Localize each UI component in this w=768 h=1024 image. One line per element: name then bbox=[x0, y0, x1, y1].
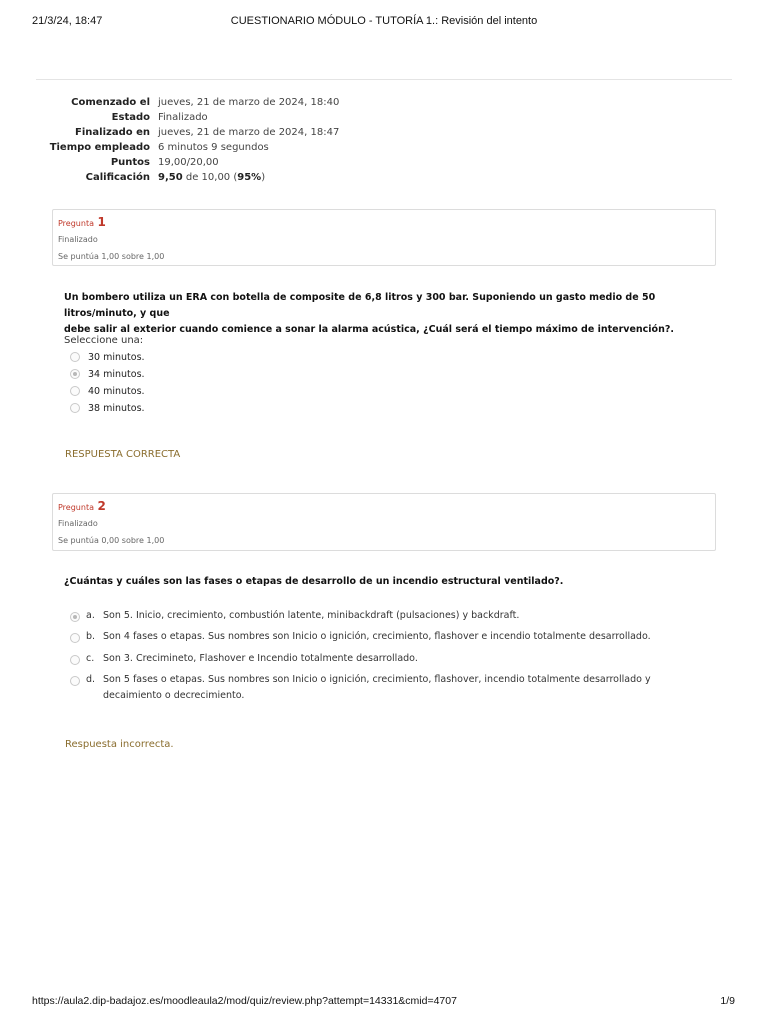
print-footer bbox=[0, 995, 768, 1009]
option-label: Son 4 fases o etapas. Sus nombres son Inicio o ignición, crecimiento, flashover e incendio totalmente desarrollado. bbox=[103, 631, 651, 642]
question-num: 2 bbox=[97, 499, 106, 513]
grade-out-of: de 10,00 ( bbox=[182, 172, 238, 183]
summary-label: Puntos bbox=[110, 157, 150, 168]
option-label: Son 5 fases o etapas. Sus nombres son Inicio o ignición, crecimiento, flashover, incendio totalmente desarrollado y decaimiento o decrecimiento. bbox=[103, 674, 651, 701]
question-2-info bbox=[52, 493, 716, 551]
option-label: 38 minutos. bbox=[88, 403, 145, 414]
attempt-summary bbox=[36, 96, 716, 186]
option-b[interactable] bbox=[70, 629, 710, 645]
question-grade: Se puntúa 0,00 sobre 1,00 bbox=[58, 536, 165, 545]
option-d[interactable] bbox=[70, 672, 710, 704]
print-date: 21/3/24, 18:47 bbox=[32, 15, 103, 27]
summary-row-grade bbox=[36, 171, 716, 186]
question-1-text-line1: Un bombero utiliza un ERA con botella de composite de 6,8 litros y 300 bar. Suponiendo un gasto medio de 50 litros/minuto, y que bbox=[64, 292, 656, 319]
grade-close: ) bbox=[261, 172, 266, 183]
option-2[interactable] bbox=[70, 368, 145, 382]
grade-percent: 95% bbox=[237, 172, 262, 183]
radio-button[interactable] bbox=[70, 386, 80, 396]
question-prefix: Pregunta bbox=[58, 503, 94, 512]
question-1-text bbox=[64, 290, 712, 338]
summary-row-finished bbox=[36, 126, 716, 141]
radio-button[interactable] bbox=[70, 655, 80, 665]
question-state: Finalizado bbox=[58, 519, 98, 528]
option-letter: b. bbox=[86, 631, 96, 642]
divider bbox=[36, 79, 732, 80]
option-letter: a. bbox=[86, 610, 95, 621]
option-c[interactable] bbox=[70, 651, 710, 667]
radio-button-selected[interactable] bbox=[70, 612, 80, 622]
option-letter: d. bbox=[86, 674, 96, 685]
radio-button[interactable] bbox=[70, 403, 80, 413]
question-1-text-line2: debe salir al exterior cuando comience a sonar la alarma acústica, ¿Cuál será el tiempo máximo de intervención?. bbox=[64, 324, 674, 335]
question-1-info bbox=[52, 209, 716, 266]
summary-row-started bbox=[36, 96, 716, 111]
print-header bbox=[0, 15, 768, 31]
option-label: Son 3. Crecimineto, Flashover e Incendio totalmente desarrollado. bbox=[103, 653, 418, 664]
question-number bbox=[58, 499, 106, 513]
option-4[interactable] bbox=[70, 402, 145, 416]
summary-value: jueves, 21 de marzo de 2024, 18:40 bbox=[158, 97, 340, 108]
summary-label: Comenzado el bbox=[71, 97, 150, 108]
option-letter: c. bbox=[86, 653, 95, 664]
summary-label: Tiempo empleado bbox=[49, 142, 150, 153]
question-grade: Se puntúa 1,00 sobre 1,00 bbox=[58, 252, 165, 261]
summary-label: Finalizado en bbox=[75, 127, 150, 138]
summary-label: Calificación bbox=[85, 172, 150, 183]
print-title: CUESTIONARIO MÓDULO - TUTORÍA 1.: Revisión del intento bbox=[230, 15, 538, 27]
summary-value: 19,00/20,00 bbox=[158, 157, 219, 168]
option-1[interactable] bbox=[70, 351, 145, 365]
option-a[interactable] bbox=[70, 608, 710, 624]
summary-row-points bbox=[36, 156, 716, 171]
question-num: 1 bbox=[97, 215, 106, 229]
question-prefix: Pregunta bbox=[58, 219, 94, 228]
summary-value: Finalizado bbox=[158, 112, 208, 123]
question-state: Finalizado bbox=[58, 235, 98, 244]
grade-value: 9,50 bbox=[158, 172, 183, 183]
select-prompt: Seleccione una: bbox=[64, 335, 144, 346]
summary-row-time bbox=[36, 141, 716, 156]
option-label: Son 5. Inicio, crecimiento, combustión latente, minibackdraft (pulsaciones) y backdraft. bbox=[103, 610, 520, 621]
option-3[interactable] bbox=[70, 385, 145, 399]
option-label: 40 minutos. bbox=[88, 386, 145, 397]
radio-button-selected[interactable] bbox=[70, 369, 80, 379]
page-number: 1/9 bbox=[720, 995, 735, 1007]
radio-button[interactable] bbox=[70, 633, 80, 643]
question-2-text: ¿Cuántas y cuáles son las fases o etapas de desarrollo de un incendio estructural ventilado?. bbox=[64, 576, 564, 587]
summary-row-state bbox=[36, 111, 716, 126]
summary-value bbox=[158, 171, 716, 186]
question-number bbox=[58, 215, 106, 229]
summary-label: Estado bbox=[111, 112, 150, 123]
question-2-feedback: Respuesta incorrecta. bbox=[65, 739, 174, 750]
page-url: https://aula2.dip-badajoz.es/moodleaula2/mod/quiz/review.php?attempt=14331&cmid=4707 bbox=[32, 995, 457, 1007]
radio-button[interactable] bbox=[70, 352, 80, 362]
summary-value: jueves, 21 de marzo de 2024, 18:47 bbox=[158, 127, 340, 138]
option-label: 34 minutos. bbox=[88, 369, 145, 380]
question-1-feedback: RESPUESTA CORRECTA bbox=[65, 449, 181, 460]
summary-value: 6 minutos 9 segundos bbox=[158, 142, 269, 153]
radio-button[interactable] bbox=[70, 676, 80, 686]
option-label: 30 minutos. bbox=[88, 352, 145, 363]
